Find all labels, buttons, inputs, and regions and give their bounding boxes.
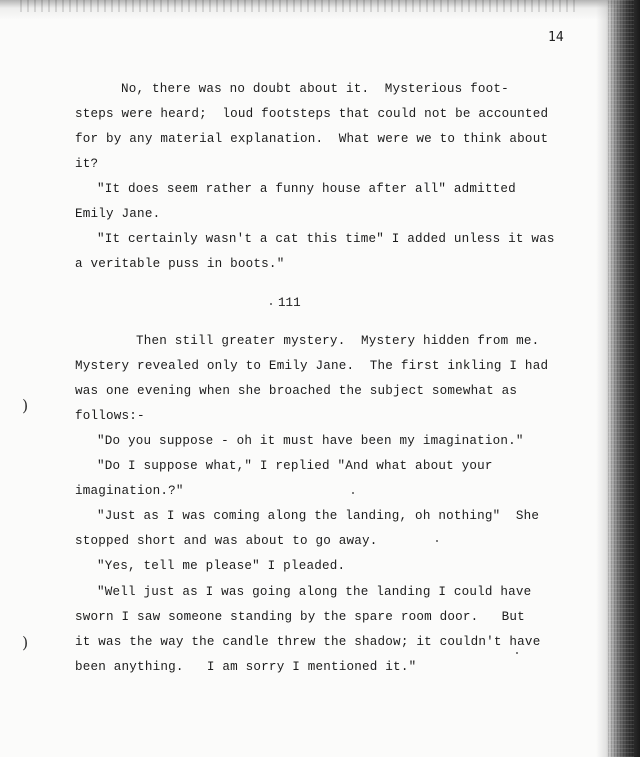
page-number: 14	[548, 30, 564, 45]
stray-mark	[352, 492, 354, 494]
text-line: was one evening when she broached the subject somewhat as	[75, 384, 518, 398]
text-line: sworn I saw someone standing by the spare room door. But	[75, 610, 525, 624]
text-line: "Do you suppose - oh it must have been my imagination."	[97, 434, 524, 448]
text-line: a veritable puss in boots."	[75, 257, 285, 271]
margin-bracket: )	[22, 396, 29, 415]
stray-mark	[436, 540, 438, 542]
scan-right-speckle	[608, 0, 634, 757]
text-line: it?	[75, 157, 99, 171]
text-line: follows:-	[75, 409, 145, 423]
text-line: "It does seem rather a funny house after all" admitted	[97, 182, 516, 196]
text-line: steps were heard; loud footsteps that could not be accounted	[75, 107, 549, 121]
scan-top-speckle	[20, 0, 580, 12]
text-line: "It certainly wasn't a cat this time" I added unless it was	[97, 232, 555, 246]
text-line: "Yes, tell me please" I pleaded.	[97, 559, 346, 573]
text-line: Emily Jane.	[75, 207, 161, 221]
stray-mark	[270, 303, 272, 305]
text-line: "Just as I was coming along the landing, oh nothing" She	[97, 509, 540, 523]
text-line: "Well just as I was going along the landing I could have	[97, 585, 532, 599]
section-number: 111	[278, 296, 301, 310]
text-line: Then still greater mystery. Mystery hidden from me.	[136, 334, 540, 348]
text-line: for by any material explanation. What were we to think about	[75, 132, 549, 146]
text-line: been anything. I am sorry I mentioned it."	[75, 660, 417, 674]
text-line: stopped short and was about to go away.	[75, 534, 378, 548]
text-line: Mystery revealed only to Emily Jane. The first inkling I had	[75, 359, 549, 373]
stray-mark	[516, 652, 518, 654]
text-line: it was the way the candle threw the shadow; it couldn't have	[75, 635, 541, 649]
text-line: No, there was no doubt about it. Mysterious foot-	[121, 82, 509, 96]
text-line: imagination.?"	[75, 484, 184, 498]
text-line: "Do I suppose what," I replied "And what about your	[97, 459, 493, 473]
margin-bracket: )	[22, 633, 29, 652]
